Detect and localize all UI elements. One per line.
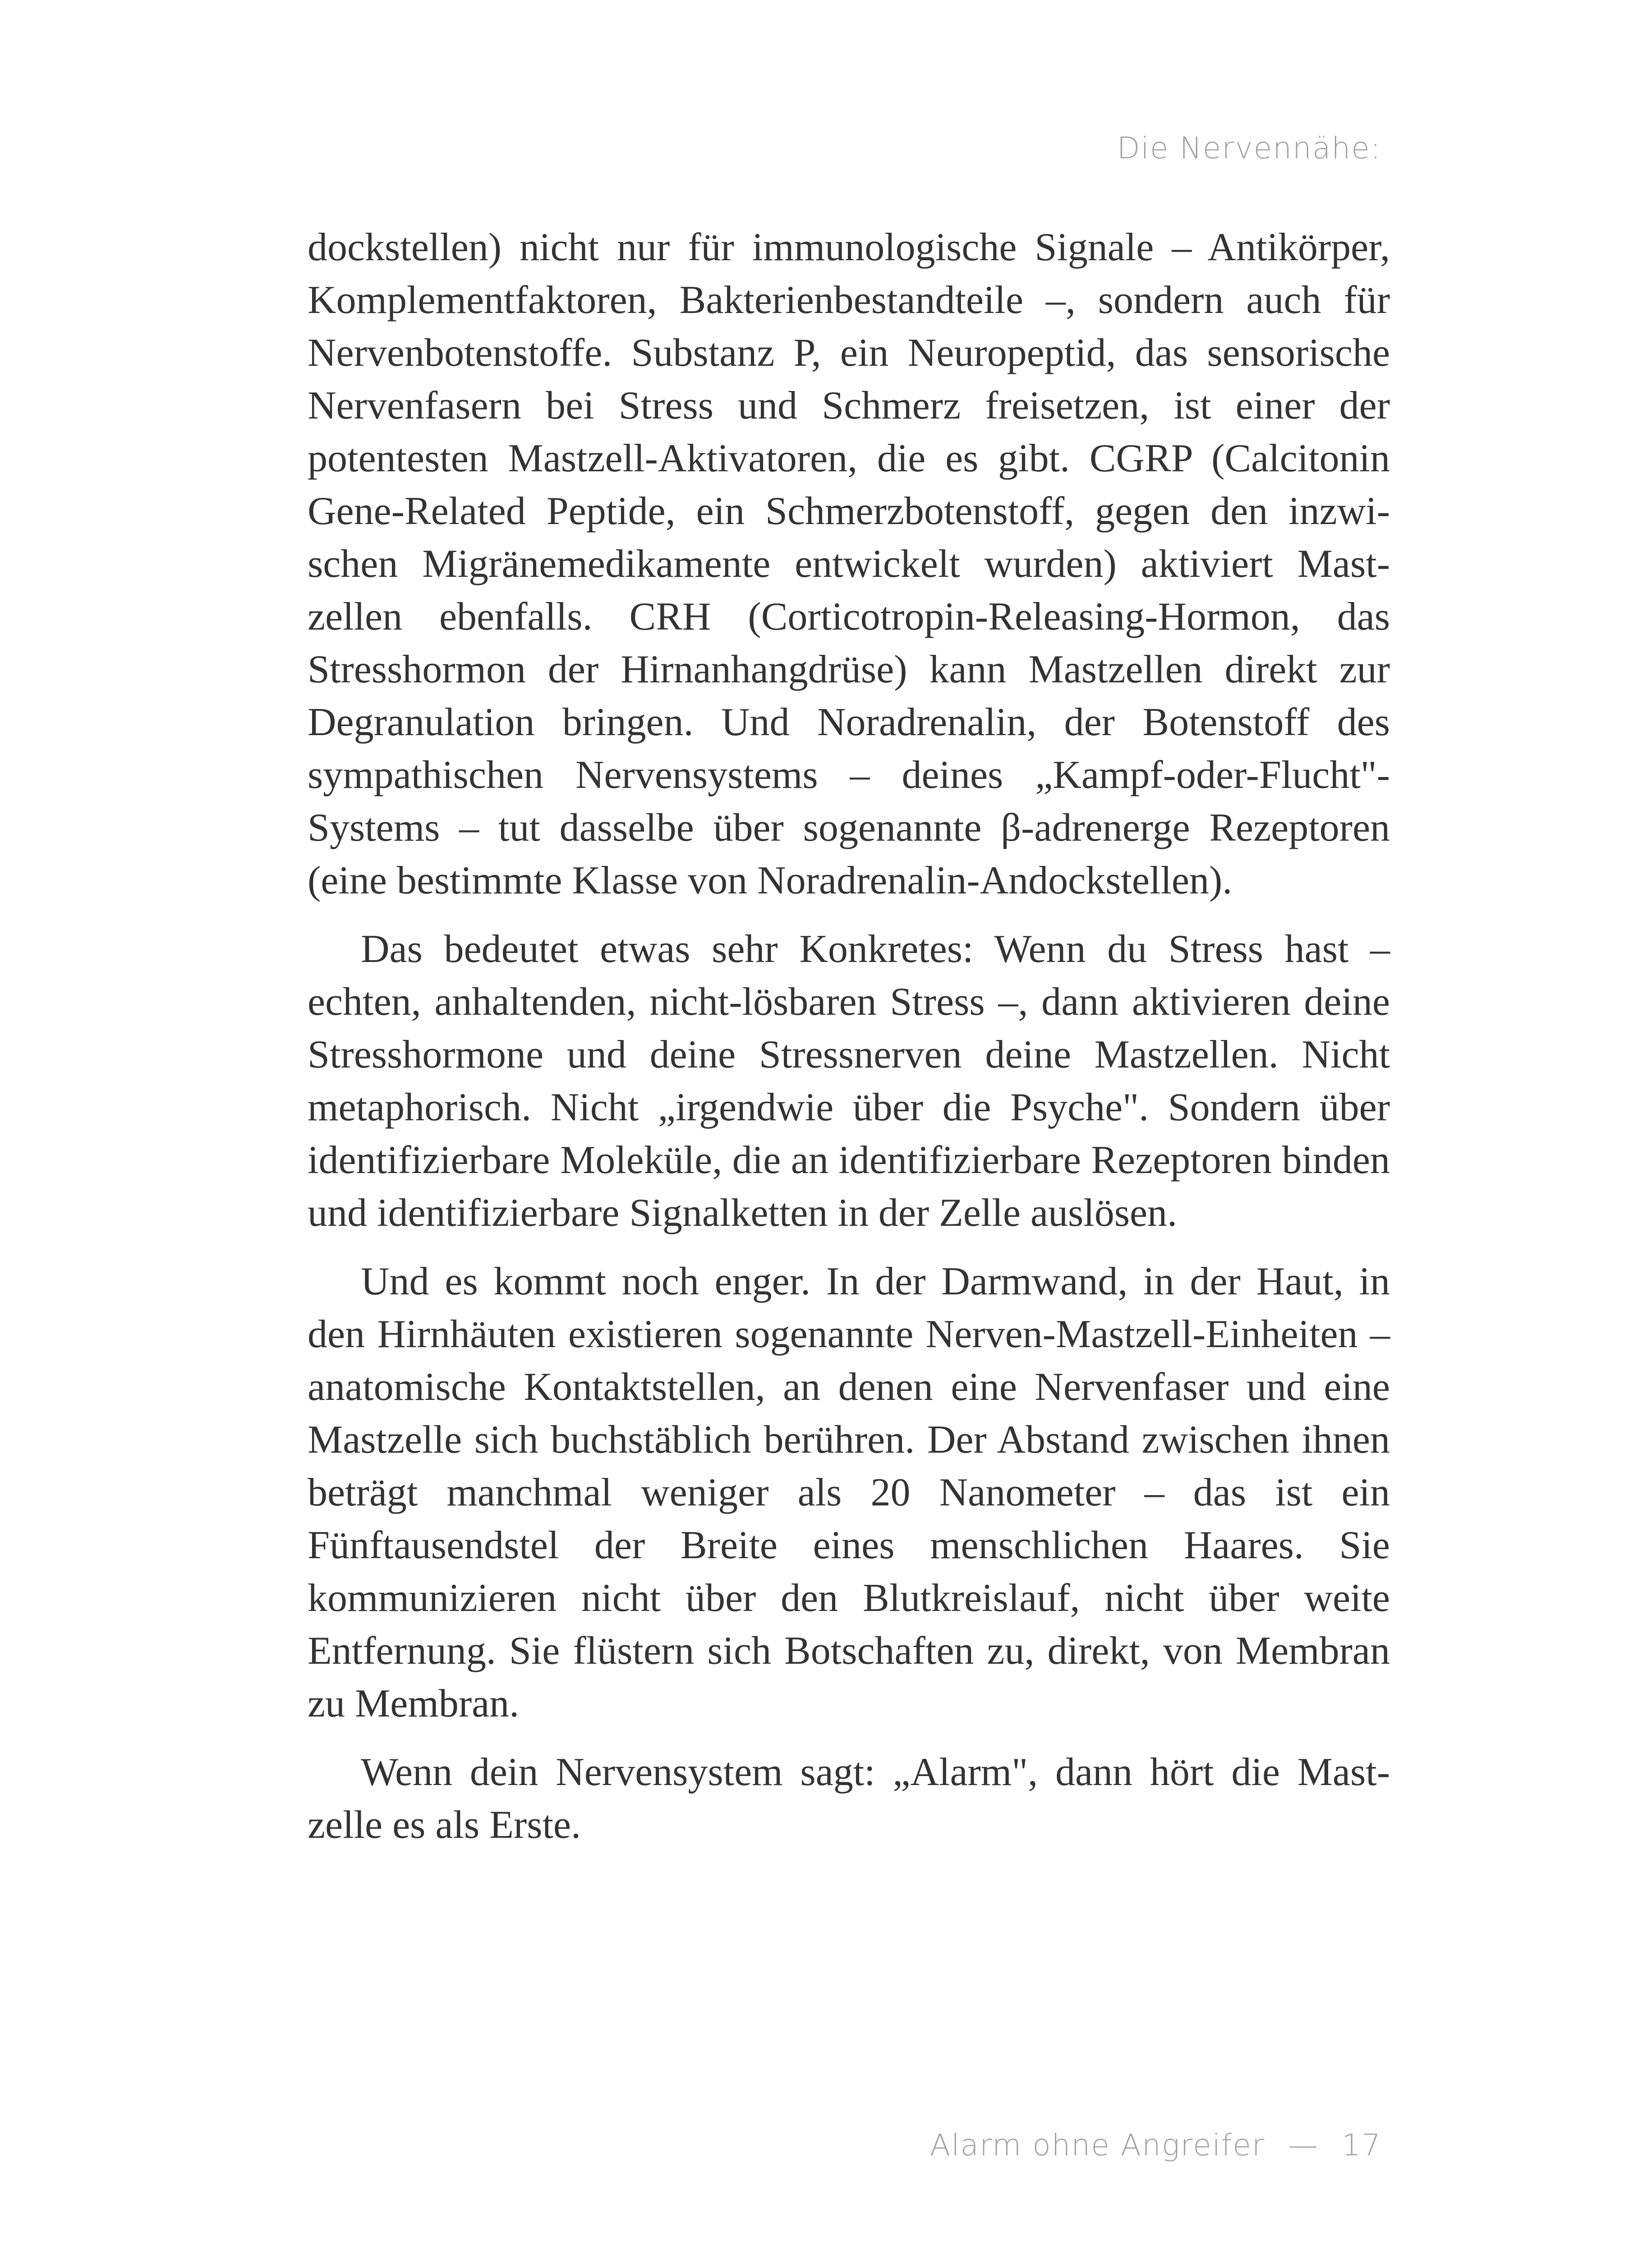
page-footer xyxy=(930,2128,1381,2163)
paragraph: Und es kommt noch enger. In der Darmwand, in der Haut, in den Hirnhäuten existieren sogenannte Nerven-Mastzell-Einheiten – anatomische Kontaktstellen, an denen eine Nervenfaser und eine Mastzelle sich buchstäblich berühren. Der Abstand zwischen ihnen beträgt manchmal weniger als 20 Nanometer – das ist ein Fünftausendstel der Breite eines menschlichen Haares. Sie kommunizieren nicht über den Blutkreislauf, nicht über weite Entfernung. Sie flüstern sich Botschaften zu, direkt, von Membran zu Membran. xyxy=(308,1260,1390,1726)
body-text xyxy=(308,221,1390,1867)
paragraph: Wenn dein Nervensystem sagt: „Alarm", dann hört die Mastzelle es als Erste. xyxy=(308,1750,1390,1847)
page-number: 17 xyxy=(1342,2128,1381,2163)
footer-separator: — xyxy=(1288,2128,1319,2163)
paragraph-continued: dockstellen) nicht nur für immunologische Signale – Antikörper, Komplementfaktoren, Bakterienbestandteile –, sondern auch für Nervenbotenstoffe. Substanz P, ein Neuropeptid, das sensorische Nervenfasern bei Stress und Schmerz freisetzen, ist einer der potentesten Mastzell-Aktivatoren, die es gibt. CGRP (Calcitonin Gene-Related Peptide, ein Schmerzbotenstoff, gegen den inzwischen Migränemedikamente entwickelt wurden) aktiviert Mastzellen ebenfalls. CRH (Corticotropin-Releasing-Hormon, das Stresshormon der Hirnanhangdrüse) kann Mastzellen direkt zur Degranulation bringen. Und Noradrenalin, der Botenstoff des sympathischen Nervensystems – deines „Kampf-oder-Flucht"-Systems – tut dasselbe über sogenannte β-adrenerge Rezeptoren (eine bestimmte Klasse von Noradrenalin-Andockstellen). xyxy=(308,226,1390,902)
book-title: Alarm ohne Angreifer xyxy=(930,2128,1265,2163)
paragraph: Das bedeutet etwas sehr Konkretes: Wenn du Stress hast – echten, anhaltenden, nicht-lösbaren Stress –, dann aktivieren deine Stresshormone und deine Stressnerven deine Mastzellen. Nicht metaphorisch. Nicht „irgendwie über die Psyche". Sondern über identifizierbare Moleküle, die an identifizierbare Rezeptoren binden und identifizierbare Signalketten in der Zelle auslösen. xyxy=(308,927,1390,1235)
running-head: Die Nervennähe: xyxy=(1117,131,1381,166)
